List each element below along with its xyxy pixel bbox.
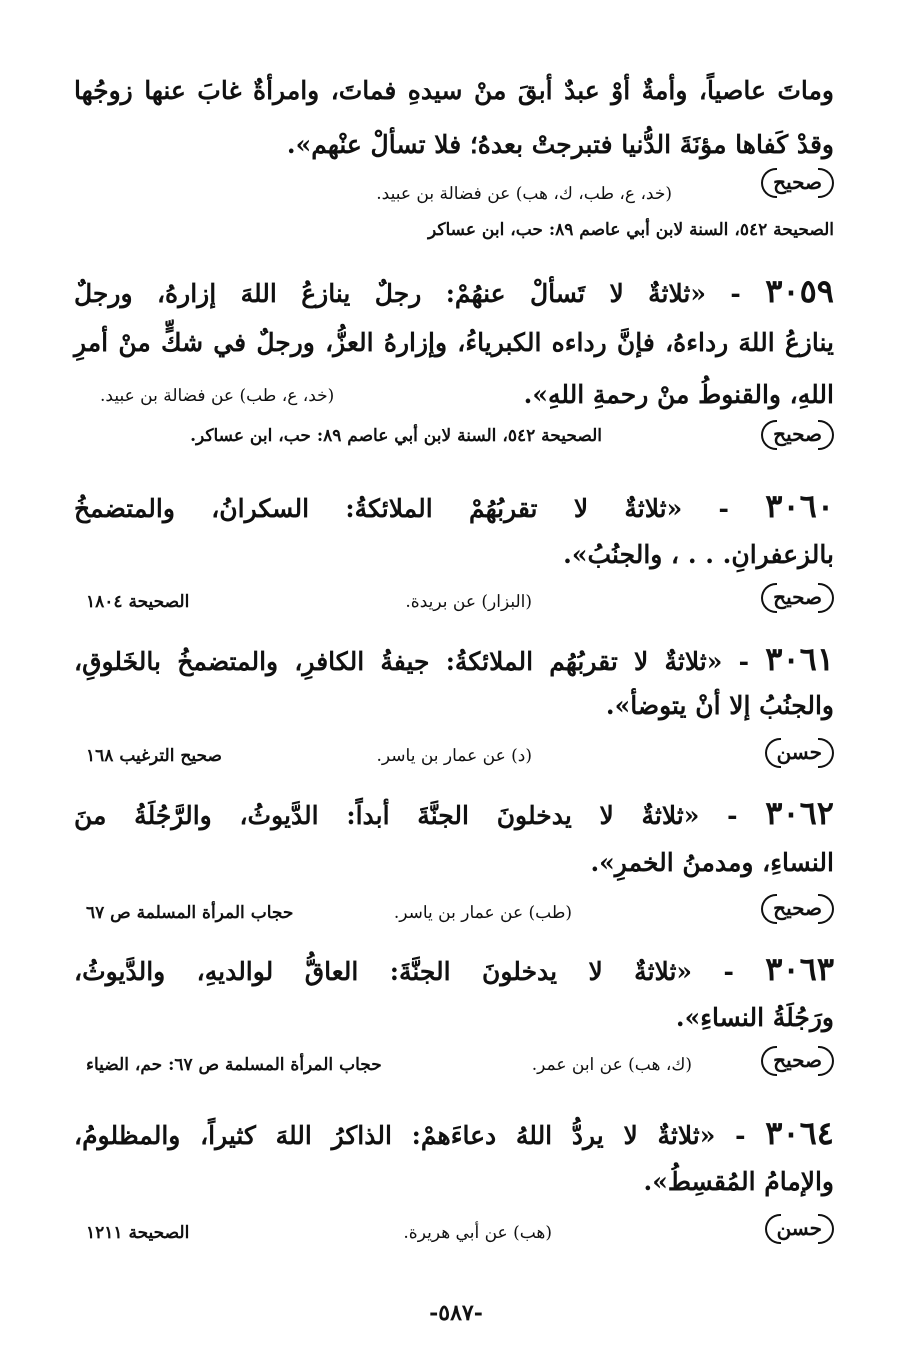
reference-line: حجاب المرأة المسلمة ص ٦٧ [86, 903, 294, 923]
text-line: والجنُبُ إلا أنْ يتوضأ». [605, 691, 834, 720]
text-line: اللهِ، والقنوطُ منْ رحمةِ اللهِ». [523, 380, 834, 409]
grade-badge: صحيح [761, 1046, 834, 1076]
reference-line: صحيح الترغيب ١٦٨ [86, 746, 222, 766]
hadith-number: ٣٠٥٩ [765, 272, 834, 310]
text-line: بالزعفرانِ. . . ، والجنُبُ». [563, 540, 834, 569]
text-line: - «ثلاثةٌ لا تَسألْ عنهُمْ: رجلٌ ينازعُ اللهَ إزارهُ، ورجلٌ [74, 279, 741, 308]
reference-line: حجاب المرأة المسلمة ص ٦٧: حم، الضياء [86, 1055, 382, 1075]
hadith-number: ٣٠٦٠ [765, 487, 834, 525]
hadith-number: ٣٠٦٤ [765, 1114, 834, 1152]
hadith-3062-line-1 [74, 794, 834, 832]
source-citation: (البزار) عن بريدة. [405, 592, 532, 612]
source-citation: (طب) عن عمار بن ياسر. [393, 903, 572, 923]
grade-badge: صحيح [761, 894, 834, 924]
page-number: -٥٨٧- [429, 1300, 483, 1326]
grade-badge: صحيح [761, 168, 834, 198]
hadith-3063-line-1 [74, 950, 834, 988]
grade-badge: صحيح [761, 420, 834, 450]
hadith-3059-line-1 [74, 272, 834, 310]
text-line: ورَجُلَةُ النساءِ». [675, 1003, 834, 1032]
text-line: - «ثلاثةٌ لا تقربُهُمْ الملائكةُ: السكرانُ، والمتضمخُ [74, 494, 729, 523]
source-citation: (د) عن عمار بن ياسر. [376, 746, 532, 766]
text-line: - «ثلاثةٌ لا يدخلونَ الجنَّةَ أبداً: الدَّيوثُ، والرَّجُلَةُ منَ [74, 801, 738, 830]
hadith-3064-line-1 [74, 1114, 834, 1152]
text-line: ينازعُ اللهَ رداءهُ، فإنَّ رداءه الكبرياءُ، وإزارهُ العزُّ، ورجلٌ في شكٍّ منْ أمرِ [74, 328, 834, 357]
source-citation: (خد، ع، طب، ك، هب) عن فضالة بن عبيد. [376, 184, 672, 204]
hadith-number: ٣٠٦٢ [765, 794, 834, 832]
reference-line: الصحيحة ١٢١١ [86, 1223, 190, 1243]
grade-badge: حسن [765, 738, 834, 768]
hadith-3060-line-1 [74, 487, 834, 525]
hadith-3061-line-1 [74, 640, 834, 678]
hadith-number: ٣٠٦١ [765, 640, 834, 678]
source-citation: (ك، هب) عن ابن عمر. [531, 1055, 692, 1075]
reference-line: الصحيحة ١٨٠٤ [86, 592, 190, 612]
text-line: وقدْ كَفاها مؤنَةَ الدُّنيا فتبرجتْ بعدهُ؛ فلا تسألْ عنْهم». [286, 130, 834, 159]
source-citation: (خد، ع، طب) عن فضالة بن عبيد. [100, 386, 335, 406]
text-line: - «ثلاثةٌ لا تقربُهُم الملائكةُ: جيفةُ الكافرِ، والمتضمخُ بالخَلوقِ، [74, 647, 749, 676]
reference-line: الصحيحة ٥٤٢، السنة لابن أبي عاصم ٨٩: حب، ابن عساكر. [190, 426, 602, 446]
grade-badge: صحيح [761, 583, 834, 613]
text-line: وماتَ عاصياً، وأمةٌ أوْ عبدٌ أبقَ منْ سيدهِ فماتَ، وامرأةٌ غابَ عنها زوجُها [74, 76, 834, 105]
text-line: - «ثلاثةٌ لا يردُّ اللهُ دعاءَهمْ: الذاكرُ اللهَ كثيراً، والمظلومُ، [74, 1121, 746, 1150]
text-line: النساءِ، ومدمنُ الخمرِ». [590, 848, 834, 877]
hadith-number: ٣٠٦٣ [765, 950, 834, 988]
grade-badge: حسن [765, 1214, 834, 1244]
source-citation: (هب) عن أبي هريرة. [403, 1223, 552, 1243]
text-line: والإمامُ المُقسِطُ». [643, 1167, 834, 1196]
text-line: - «ثلاثةٌ لا يدخلونَ الجنَّةَ: العاقُّ لوالديهِ، والدَّيوثُ، [74, 957, 734, 986]
reference-line: الصحيحة ٥٤٢، السنة لابن أبي عاصم ٨٩: حب، ابن عساكر [428, 220, 834, 240]
